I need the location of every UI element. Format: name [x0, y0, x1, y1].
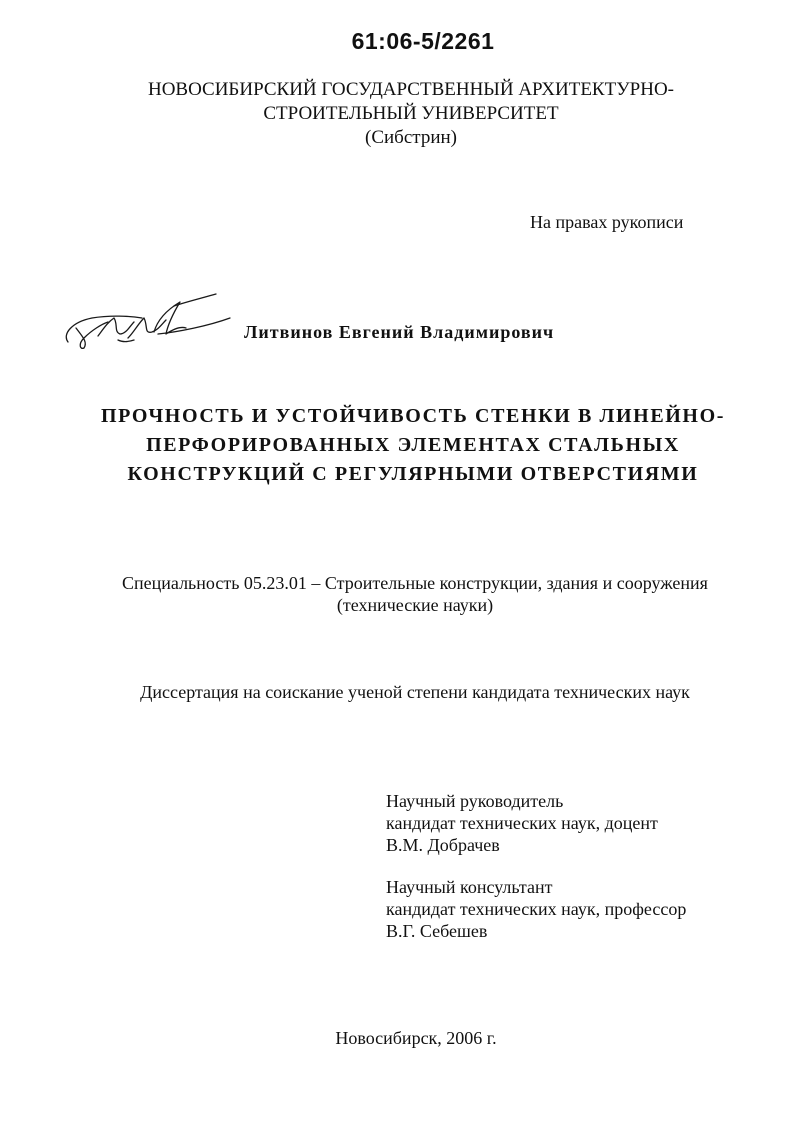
author-name: Литвинов Евгений Владимирович	[244, 322, 555, 342]
university-name	[0, 78, 792, 150]
supervisor-name: В.М. Добрачев	[386, 835, 500, 855]
university-line-3: (Сибстрин)	[365, 127, 457, 148]
dissertation-title	[0, 402, 792, 489]
consultant-name: В.Г. Себешев	[386, 921, 488, 941]
specialty-line-2: (технические науки)	[336, 595, 494, 615]
author-signature	[58, 288, 238, 358]
archive-code: 61:06-5/2261	[351, 28, 495, 54]
consultant-degree: кандидат технических наук, профессор	[386, 899, 687, 919]
consultant-role: Научный консультант	[386, 877, 553, 897]
specialty	[0, 572, 792, 616]
supervisor-degree: кандидат технических наук, доцент	[386, 813, 658, 833]
rights-note: На правах рукописи	[530, 212, 684, 232]
university-line-2: СТРОИТЕЛЬНЫЙ УНИВЕРСИТЕТ	[263, 103, 559, 124]
university-line-1: НОВОСИБИРСКИЙ ГОСУДАРСТВЕННЫЙ АРХИТЕКТУРНО-	[147, 79, 675, 100]
dissertation-degree: Диссертация на соискание ученой степени кандидата технических наук	[140, 682, 690, 702]
title-line-1: ПРОЧНОСТЬ И УСТОЙЧИВОСТЬ СТЕНКИ В ЛИНЕЙНО-	[101, 405, 725, 427]
specialty-line-1: Специальность 05.23.01 – Строительные конструкции, здания и сооружения	[122, 573, 708, 593]
supervisor-block	[386, 790, 658, 856]
title-line-3: КОНСТРУКЦИЙ С РЕГУЛЯРНЫМИ ОТВЕРСТИЯМИ	[127, 463, 699, 485]
city-year: Новосибирск, 2006 г.	[335, 1028, 497, 1048]
consultant-block	[386, 876, 686, 942]
title-line-2: ПЕРФОРИРОВАННЫХ ЭЛЕМЕНТАХ СТАЛЬНЫХ	[146, 434, 680, 456]
supervisor-role: Научный руководитель	[386, 791, 564, 811]
